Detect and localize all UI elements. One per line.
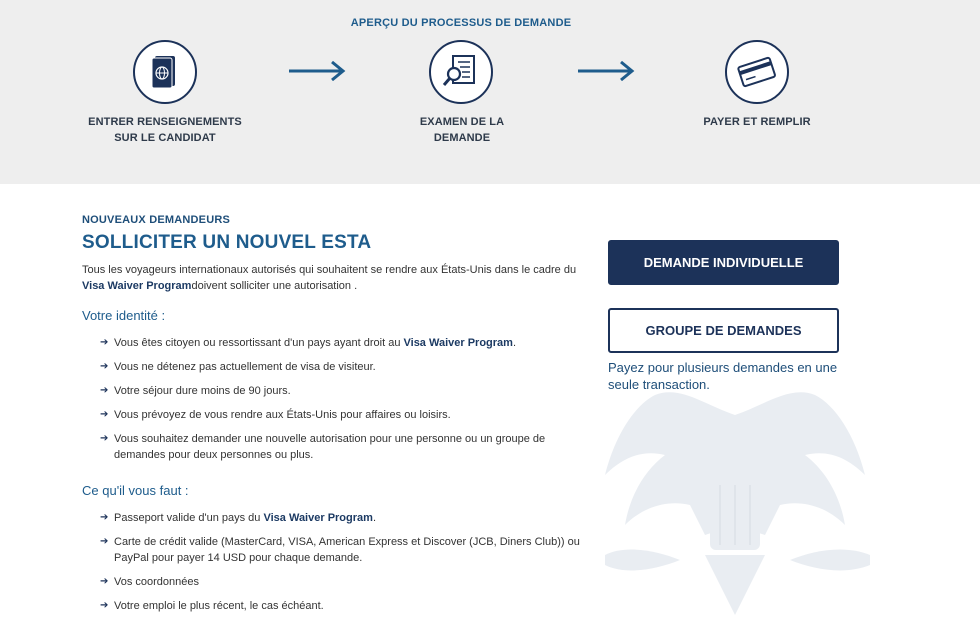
arrow-bullet-icon: ➔ — [100, 409, 109, 420]
identity-title: Votre identité : — [82, 308, 166, 323]
list-item: ➔ Vous êtes citoyen ou ressortissant d'un pays ayant droit au Visa Waiver Program. — [100, 337, 517, 349]
page-title: SOLLICITER UN NOUVEL ESTA — [82, 232, 372, 253]
list-item: ➔ Vous souhaitez demander une nouvelle autorisation pour une personne ou un groupe de demandes pour deux personnes ou plus. — [100, 433, 546, 461]
identity-list — [82, 335, 592, 463]
group-application-button[interactable]: GROUPE DE DEMANDES — [608, 308, 839, 353]
list-item: ➔ Passeport valide d'un pays du Visa Waiver Program. — [100, 512, 376, 524]
process-overview — [0, 0, 980, 184]
requirements-title: Ce qu'il vous faut : — [82, 483, 189, 498]
requirements-list — [82, 510, 592, 614]
credit-card-icon — [725, 40, 789, 104]
eagle-seal-watermark — [585, 375, 885, 635]
arrow-bullet-icon: ➔ — [100, 600, 109, 611]
section-eyebrow: NOUVEAUX DEMANDEURS — [82, 214, 231, 226]
step-pay-label: PAYER ET REMPLIR — [703, 116, 811, 128]
arrow-bullet-icon: ➔ — [100, 576, 109, 587]
arrow-bullet-icon: ➔ — [100, 433, 109, 444]
arrow-right-icon — [288, 61, 346, 81]
arrow-bullet-icon: ➔ — [100, 361, 109, 372]
list-item: ➔ Votre emploi le plus récent, le cas échéant. — [100, 600, 324, 612]
list-item: ➔ Vous ne détenez pas actuellement de visa de visiteur. — [100, 361, 376, 373]
new-applicants-section — [82, 214, 592, 622]
group-note: Payez pour plusieurs demandes en une seule transaction. — [608, 360, 838, 392]
list-item: ➔ Carte de crédit valide (MasterCard, VISA, American Express et Discover (JCB, Diners Club)) ou PayPal pour payer 14 USD pour chaque demande. — [100, 536, 580, 564]
intro-text: Tous les voyageurs internationaux autorisés qui souhaitent se rendre aux États-Unis dans le cadre du Visa Waiver Programdoivent solliciter une autorisation . — [82, 264, 577, 292]
process-title: APERÇU DU PROCESSUS DE DEMANDE — [350, 17, 572, 29]
passport-icon — [133, 40, 197, 104]
step-review-label: EXAMEN DE LA DEMANDE — [419, 116, 505, 144]
list-item: ➔ Vous prévoyez de vous rendre aux États-Unis pour affaires ou loisirs. — [100, 409, 451, 421]
arrow-bullet-icon: ➔ — [100, 512, 109, 523]
arrow-right-icon — [577, 61, 635, 81]
vwp-term: Visa Waiver Program — [82, 280, 192, 292]
step-enter-info-label: ENTRER RENSEIGNEMENTS SUR LE CANDIDAT — [88, 116, 242, 144]
arrow-bullet-icon: ➔ — [100, 536, 109, 547]
document-search-icon — [429, 40, 493, 104]
arrow-bullet-icon: ➔ — [100, 385, 109, 396]
list-item: ➔ Vos coordonnées — [100, 576, 200, 588]
arrow-bullet-icon: ➔ — [100, 337, 109, 348]
individual-application-button[interactable]: DEMANDE INDIVIDUELLE — [608, 240, 839, 285]
list-item: ➔ Votre séjour dure moins de 90 jours. — [100, 385, 291, 397]
